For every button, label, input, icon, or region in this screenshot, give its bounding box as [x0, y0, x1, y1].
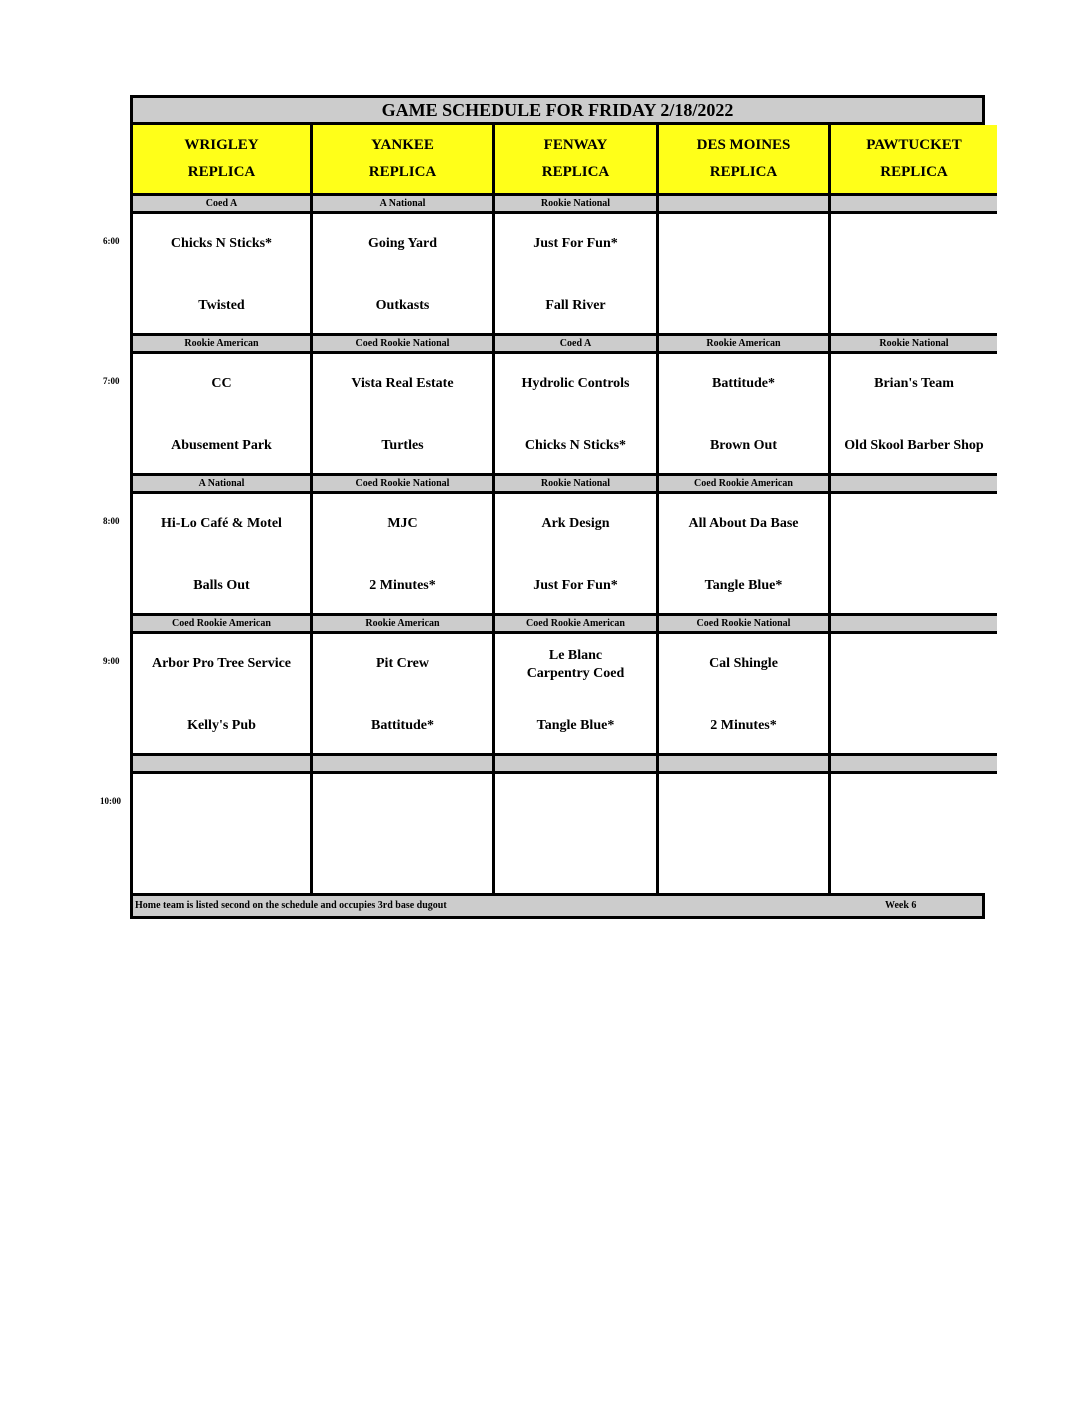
game-cell — [313, 774, 492, 893]
division-label — [313, 753, 492, 774]
away-team: CC — [211, 376, 232, 391]
away-team: Just For Fun* — [533, 236, 618, 251]
division-label: Coed Rookie National — [313, 333, 492, 354]
time-slot-10 — [130, 753, 985, 893]
game-cell — [133, 214, 310, 333]
division-label — [831, 193, 997, 214]
home-team: Chicks N Sticks* — [524, 438, 627, 453]
division-label: A National — [313, 193, 492, 214]
game-cell — [659, 494, 828, 613]
game-cell — [133, 494, 310, 613]
game-cell — [313, 354, 492, 473]
home-team: Kelly's Pub — [187, 718, 256, 733]
game-cell — [495, 214, 656, 333]
schedule-footer — [130, 893, 985, 919]
field-header — [831, 125, 997, 193]
home-team: Tangle Blue* — [704, 578, 783, 593]
home-team-note: Home team is listed second on the schedule and occupies 3rd base dugout — [135, 900, 447, 911]
game-cell — [495, 634, 656, 753]
game-cell — [495, 774, 656, 893]
away-team: Chicks N Sticks* — [170, 236, 273, 251]
time-label-8: 8:00 — [103, 516, 120, 526]
game-cell — [133, 634, 310, 753]
field-header — [495, 125, 656, 193]
field-header — [133, 125, 310, 193]
game-cell — [831, 494, 997, 613]
away-team: Arbor Pro Tree Service — [151, 656, 292, 671]
time-slot-8 — [130, 473, 985, 613]
field-sub: REPLICA — [187, 164, 256, 180]
away-team: Hydrolic Controls — [521, 376, 630, 391]
game-cell — [831, 634, 997, 753]
division-label: Coed Rookie National — [659, 613, 828, 634]
field-header-row — [130, 122, 985, 193]
division-label: Coed Rookie National — [313, 473, 492, 494]
home-team: Brown Out — [709, 438, 778, 453]
game-cell — [313, 214, 492, 333]
game-cell — [659, 354, 828, 473]
away-team: Ark Design — [541, 516, 610, 531]
week-label: Week 6 — [885, 900, 917, 911]
game-cell — [831, 214, 997, 333]
home-team: Abusement Park — [171, 438, 272, 453]
division-label — [831, 473, 997, 494]
schedule-table — [130, 95, 985, 919]
game-cell — [659, 774, 828, 893]
game-cell — [659, 634, 828, 753]
home-team: Battitude* — [371, 718, 434, 733]
division-label — [495, 753, 656, 774]
home-team: Outkasts — [375, 298, 430, 313]
game-cell — [495, 494, 656, 613]
away-team: Cal Shingle — [709, 656, 778, 671]
game-cell — [133, 354, 310, 473]
division-label: Rookie National — [495, 193, 656, 214]
time-label-7: 7:00 — [103, 376, 120, 386]
game-cell — [831, 354, 997, 473]
away-team: Vista Real Estate — [351, 376, 454, 391]
game-cell — [313, 634, 492, 753]
field-header — [659, 125, 828, 193]
game-cell — [133, 774, 310, 893]
division-label — [133, 753, 310, 774]
division-label: Rookie National — [495, 473, 656, 494]
schedule-title: GAME SCHEDULE FOR FRIDAY 2/18/2022 — [130, 95, 985, 122]
field-name: DES MOINES — [696, 137, 791, 153]
away-team: Going Yard — [367, 236, 438, 251]
home-team: 2 Minutes* — [710, 718, 777, 733]
field-sub: REPLICA — [368, 164, 437, 180]
time-label-6: 6:00 — [103, 236, 120, 246]
field-sub: REPLICA — [709, 164, 778, 180]
home-team: Tangle Blue* — [536, 718, 615, 733]
field-sub: REPLICA — [880, 164, 948, 180]
division-label: Rookie American — [659, 333, 828, 354]
away-team: Battitude* — [712, 376, 775, 391]
time-slot-6 — [130, 193, 985, 333]
time-slot-9 — [130, 613, 985, 753]
field-name: FENWAY — [543, 137, 608, 153]
home-team: 2 Minutes* — [369, 578, 436, 593]
division-label: Rookie American — [313, 613, 492, 634]
home-team: Twisted — [198, 298, 245, 313]
division-label: Rookie American — [133, 333, 310, 354]
time-slot-7 — [130, 333, 985, 473]
home-team: Fall River — [545, 298, 606, 313]
time-label-10: 10:00 — [100, 796, 121, 806]
home-team: Just For Fun* — [533, 578, 618, 593]
field-name: PAWTUCKET — [866, 137, 962, 153]
division-label — [831, 613, 997, 634]
game-cell — [831, 774, 997, 893]
game-cell — [659, 214, 828, 333]
division-label: Rookie National — [831, 333, 997, 354]
away-team: Pit Crew — [376, 656, 429, 671]
away-team: Le Blanc Carpentry Coed — [526, 648, 625, 681]
field-header — [313, 125, 492, 193]
division-label — [659, 193, 828, 214]
home-team: Balls Out — [193, 578, 250, 593]
time-label-9: 9:00 — [103, 656, 120, 666]
game-cell — [313, 494, 492, 613]
field-sub: REPLICA — [541, 164, 610, 180]
division-label: Coed A — [495, 333, 656, 354]
division-label: Coed Rookie American — [133, 613, 310, 634]
division-label — [659, 753, 828, 774]
away-team: Brian's Team — [874, 376, 954, 391]
division-label: Coed Rookie American — [659, 473, 828, 494]
away-team: All About Da Base — [688, 516, 799, 531]
division-label: Coed A — [133, 193, 310, 214]
field-name: YANKEE — [371, 137, 434, 153]
division-label: Coed Rookie American — [495, 613, 656, 634]
game-cell — [495, 354, 656, 473]
division-label — [831, 753, 997, 774]
division-label: A National — [133, 473, 310, 494]
home-team: Turtles — [381, 438, 424, 453]
away-team: Hi-Lo Café & Motel — [161, 516, 282, 531]
home-team: Old Skool Barber Shop — [844, 438, 984, 453]
away-team: MJC — [387, 516, 418, 531]
field-name: WRIGLEY — [184, 137, 259, 153]
